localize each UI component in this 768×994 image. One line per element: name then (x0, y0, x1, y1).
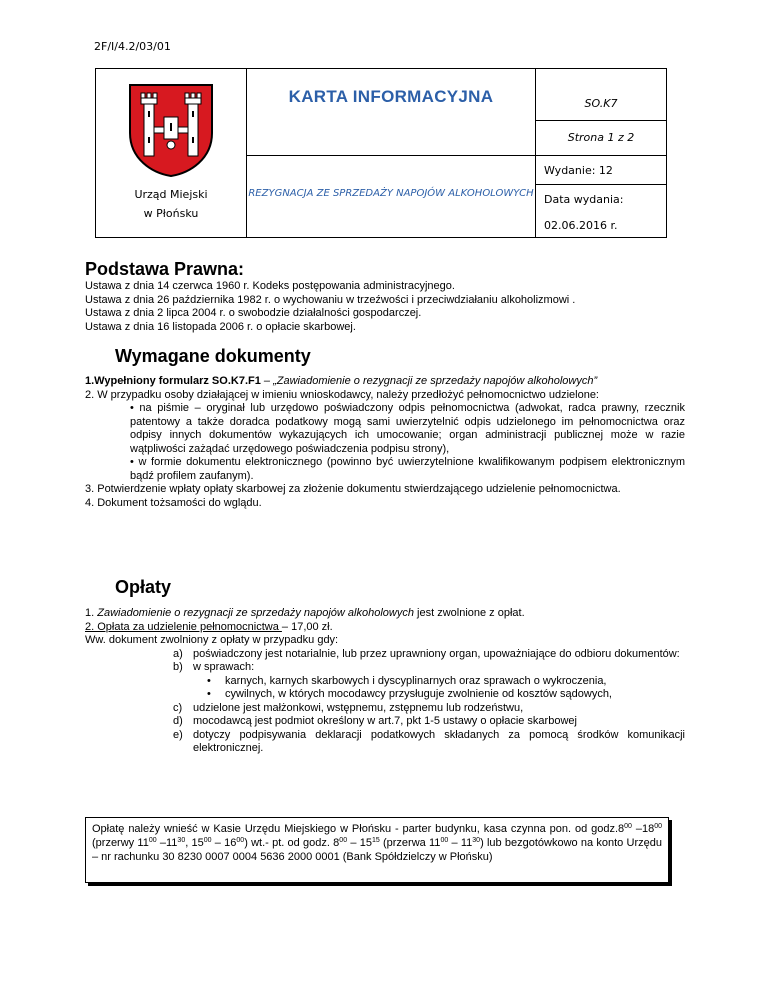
docs-bullet-2: • w formie dokumentu elektronicznego (powinno być uwierzytelnione kwalifikowanym podpisem elektronicznym bądź profilem zaufanym). (130, 456, 685, 482)
fees-section (85, 607, 685, 756)
fees-cond-a: a) poświadczony jest notarialnie, lub przez uprawniony organ, upoważniające do odbioru dokumentów: (173, 647, 680, 660)
docs-item-4: 4. Dokument tożsamości do wglądu. (85, 496, 262, 509)
page-cell (536, 121, 667, 156)
legal-line: Ustawa z dnia 2 lipca 2004 r. o swobodzie działalności gospodarczej. (85, 307, 422, 319)
docs-item-3: 3. Potwierdzenie wpłaty opłaty skarbowej za złożenie dokumentu stwierdzającego udzielenie pełnomocnictwa. (85, 483, 621, 495)
fees-cond-d: d) mocodawcą jest podmiot określony w art.7, pkt 1-5 ustawy o opłacie skarbowej (173, 715, 577, 727)
fees-cond-e: e) dotyczy podpisywania deklaracji podatkowych składanych za pomocą środków komunikacji elektronicznej. (173, 728, 685, 754)
date-value: 02.06.2016 r. (544, 219, 618, 232)
fees-line-2: 2. Opłata za udzielenie pełnomocnictwa – 17,00 zł. (85, 620, 333, 633)
fees-cond-b1: • karnych, karnych skarbowych i dyscyplinarnych oraz sprawach o wykroczenia, (207, 674, 607, 687)
date-label: Data wydania: (544, 193, 624, 206)
document-subtitle: REZYGNACJA ZE SPRZEDAŻY NAPOJÓW ALKOHOLOWYCH (248, 188, 534, 199)
header-table (95, 68, 667, 238)
docs-bullet-1: • na piśmie – oryginał lub urzędowo poświadczony odpis pełnomocnictwa (adwokat, radca prawny, rzecznik patentowy a także doradca podatkowy mogą sami uwierzytelnić odpis udzielonego im pełnomocnictwa oraz odpisy innych dokumentów wykazujących ich umocowanie; organ administracji publicznej może w razie wątpliwości zażądać urzędowego poświadczenia podpisu strony), (130, 402, 685, 455)
legal-heading: Podstawa Prawna: (85, 259, 245, 279)
docs-heading: Wymagane dokumenty (115, 346, 311, 366)
fees-cond-c: c) udzielone jest małżonkowi, wstępnemu, zstępnemu lub rodzeństwu, (173, 701, 524, 714)
date-cell (536, 185, 667, 238)
page-title: KARTA INFORMACYJNA (288, 87, 494, 106)
payment-info-box: Opłatę należy wnieść w Kasie Urzędu Miejskiego w Płońsku - parter budynku, kasa czynna pon. od $godz.8^{00}$ $-18^{00}$ (przerwy $11^{00}$ $-11^{30}$, $15^{00} - 16^{00}$) wt.- pt. od godz. $8^{00} - 15^{15}$ (przerwa $11^{00} - 11^{30}$) lub bezgotówkowo na konto Urzędu – nr rachunku 30 8230 0007 0004 5636 2000 0001 (Bank Spółdzielczy w Płońsku) (85, 817, 669, 883)
docs-item-2: 2. W przypadku osoby działającej w imieniu wnioskodawcy, należy przedłożyć pełnomocnictwo udzielone: (85, 388, 599, 401)
crest-cell (96, 69, 247, 238)
fees-line-1: 1. Zawiadomienie o rezygnacji ze sprzedaży napojów alkoholowych jest zwolnione z opłat. (85, 607, 525, 619)
edition-cell (536, 156, 667, 185)
docs-section (85, 375, 685, 510)
edition: Wydanie: 12 (544, 164, 613, 177)
page-number: Strona 1 z 2 (567, 131, 635, 144)
city-crest-icon (128, 83, 214, 177)
title-cell (247, 69, 536, 156)
docs-item-1: 1.Wypełniony formularz SO.K7.F1 – „Zawiadomienie o rezygnacji ze sprzedaży napojów alkoholowych” (85, 375, 598, 387)
legal-line: Ustawa z dnia 16 listopada 2006 r. o opłacie skarbowej. (85, 320, 356, 333)
code-cell (536, 69, 667, 121)
document-code: 2F/I/4.2/03/01 (94, 40, 171, 53)
form-code: SO.K7 (584, 97, 618, 110)
office-name: Urząd Miejski w Płońsku (134, 188, 208, 220)
fees-heading: Opłaty (115, 577, 172, 597)
fees-cond-b2: • cywilnych, w których mocodawcy przysługuje zwolnienie od kosztów sądowych, (207, 688, 612, 700)
legal-list (85, 280, 685, 334)
fees-cond-b: b) w sprawach: (173, 661, 255, 673)
legal-line: Ustawa z dnia 14 czerwca 1960 r. Kodeks postępowania administracyjnego. (85, 280, 455, 292)
subtitle-cell (247, 156, 536, 238)
fees-line-3: Ww. dokument zwolniony z opłaty w przypadku gdy: (85, 634, 339, 646)
legal-line: Ustawa z dnia 26 października 1982 r. o wychowaniu w trzeźwości i przeciwdziałaniu alkoholizmowi . (85, 293, 576, 306)
